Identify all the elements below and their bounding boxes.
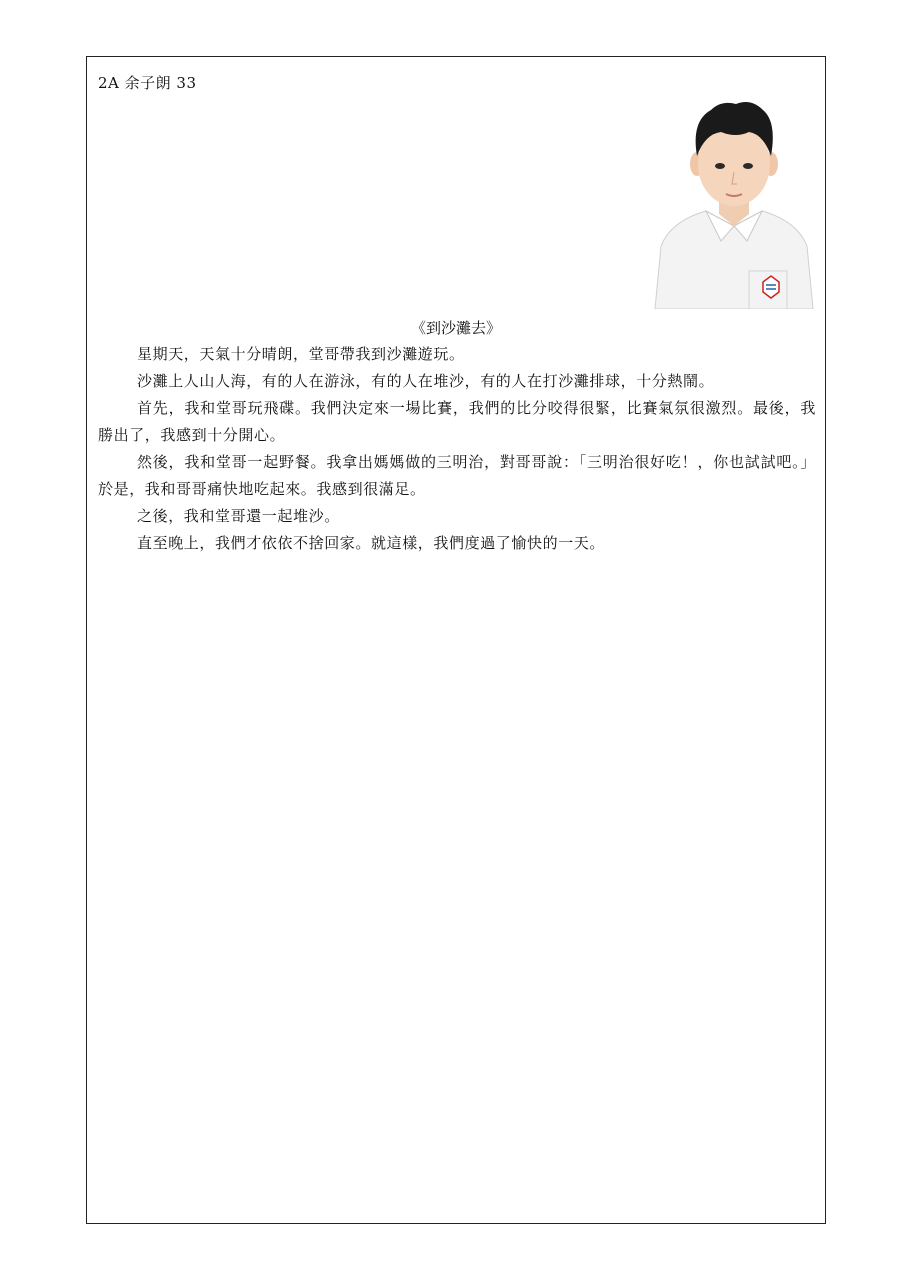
essay-body — [98, 341, 816, 557]
essay-paragraph: 星期天，天氣十分晴朗，堂哥帶我到沙灘遊玩。 — [137, 345, 465, 363]
school-badge-icon — [763, 276, 779, 298]
essay-paragraph: 之後，我和堂哥還一起堆沙。 — [137, 507, 340, 525]
essay-paragraph: 然後，我和堂哥一起野餐。我拿出媽媽做的三明治，對哥哥說：「三明治很好吃！，你也試試吧。」於是，我和哥哥痛快地吃起來。我感到很滿足。 — [98, 453, 816, 498]
essay-title: 《到沙灘去》 — [410, 319, 501, 337]
student-photo — [651, 96, 817, 309]
essay-paragraph: 直至晚上，我們才依依不捨回家。就這樣，我們度過了愉快的一天。 — [137, 534, 606, 552]
student-info-line: 2A 余子朗 33 — [98, 74, 197, 92]
essay-paragraph: 沙灘上人山人海，有的人在游泳，有的人在堆沙，有的人在打沙灘排球，十分熱鬧。 — [137, 372, 715, 390]
essay-paragraph: 首先，我和堂哥玩飛碟。我們決定來一場比賽，我們的比分咬得很緊，比賽氣氛很激烈。最後，我勝出了，我感到十分開心。 — [98, 399, 816, 444]
